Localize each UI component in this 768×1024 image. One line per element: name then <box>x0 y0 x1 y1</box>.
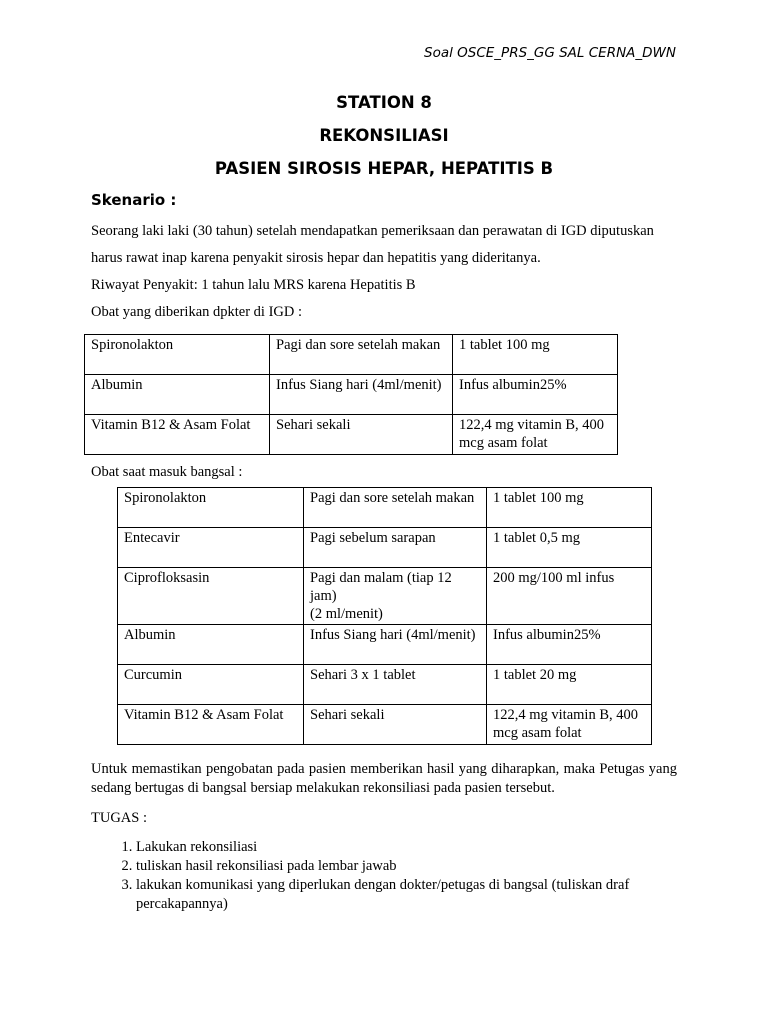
bangsal-medication-intro: Obat saat masuk bangsal : <box>91 464 243 480</box>
tasks-heading: TUGAS : <box>91 810 147 826</box>
dosing-schedule-cell: Pagi sebelum sarapan <box>304 528 487 568</box>
igd-medication-intro: Obat yang diberikan dpkter di IGD : <box>91 304 303 320</box>
dose-cell: 122,4 mg vitamin B, 400 mcg asam folat <box>487 705 652 745</box>
dose-cell: 1 tablet 100 mg <box>453 335 618 375</box>
drug-name-cell: Vitamin B12 & Asam Folat <box>85 415 270 455</box>
table-row <box>85 415 618 455</box>
scenario-heading: Skenario : <box>91 191 177 209</box>
table-row <box>85 375 618 415</box>
dosing-schedule-cell <box>304 568 487 625</box>
dosing-schedule-cell: Sehari sekali <box>304 705 487 745</box>
drug-name-cell: Curcumin <box>118 665 304 705</box>
dose-cell: 1 tablet 20 mg <box>487 665 652 705</box>
dosing-schedule-cell: Sehari 3 x 1 tablet <box>304 665 487 705</box>
dose-cell: 1 tablet 0,5 mg <box>487 528 652 568</box>
scenario-line-2: harus rawat inap karena penyakit sirosis hepar dan hepatitis yang dideritanya. <box>91 250 541 266</box>
document-header-note: Soal OSCE_PRS_GG SAL CERNA_DWN <box>424 45 676 61</box>
station-title: STATION 8 <box>336 93 432 112</box>
list-item: 1. Lakukan rekonsiliasi <box>136 838 696 857</box>
dosing-schedule-cell: Sehari sekali <box>270 415 453 455</box>
table-row <box>118 528 652 568</box>
dose-cell: Infus albumin25% <box>453 375 618 415</box>
task-list <box>91 838 696 914</box>
table-row <box>118 705 652 745</box>
scenario-line-1: Seorang laki laki (30 tahun) setelah mendapatkan pemeriksaan dan perawatan di IGD diputuskan <box>91 223 654 239</box>
closing-paragraph: Untuk memastikan pengobatan pada pasien memberikan hasil yang diharapkan, maka Petugas yang sedang bertugas di bangsal bersiap melakukan rekonsiliasi pada pasien tersebut. <box>91 761 677 796</box>
dose-cell: 122,4 mg vitamin B, 400 mcg asam folat <box>453 415 618 455</box>
dosing-schedule-cell: Pagi dan sore setelah makan <box>270 335 453 375</box>
table-row <box>118 665 652 705</box>
list-item: 2. tuliskan hasil rekonsiliasi pada lembar jawab <box>136 857 696 876</box>
infusion-rate-line: (2 ml/menit) <box>310 606 383 622</box>
drug-name-cell: Entecavir <box>118 528 304 568</box>
dose-cell: 200 mg/100 ml infus <box>487 568 652 625</box>
igd-medication-table <box>84 334 618 455</box>
list-item: 3. lakukan komunikasi yang diperlukan dengan dokter/petugas di bangsal (tuliskan draf percakapannya) <box>136 876 696 914</box>
drug-name-cell: Vitamin B12 & Asam Folat <box>118 705 304 745</box>
dosing-schedule-cell: Pagi dan sore setelah makan <box>304 488 487 528</box>
drug-name-cell: Spironolakton <box>85 335 270 375</box>
drug-name-cell: Spironolakton <box>118 488 304 528</box>
dose-cell: Infus albumin25% <box>487 625 652 665</box>
topic-title: REKONSILIASI <box>319 126 449 145</box>
dosing-schedule-line: Pagi dan malam (tiap 12 jam) <box>310 570 452 604</box>
drug-name-cell: Ciprofloksasin <box>118 568 304 625</box>
case-title: PASIEN SIROSIS HEPAR, HEPATITIS B <box>214 159 554 178</box>
table-row <box>85 335 618 375</box>
table-row <box>118 568 652 625</box>
medical-history: Riwayat Penyakit: 1 tahun lalu MRS karena Hepatitis B <box>91 277 416 293</box>
drug-name-cell: Albumin <box>85 375 270 415</box>
drug-name-cell: Albumin <box>118 625 304 665</box>
dose-cell: 1 tablet 100 mg <box>487 488 652 528</box>
table-row <box>118 488 652 528</box>
bangsal-medication-table <box>117 487 652 745</box>
table-row <box>118 625 652 665</box>
dosing-schedule-cell: Infus Siang hari (4ml/menit) <box>304 625 487 665</box>
dosing-schedule-cell: Infus Siang hari (4ml/menit) <box>270 375 453 415</box>
